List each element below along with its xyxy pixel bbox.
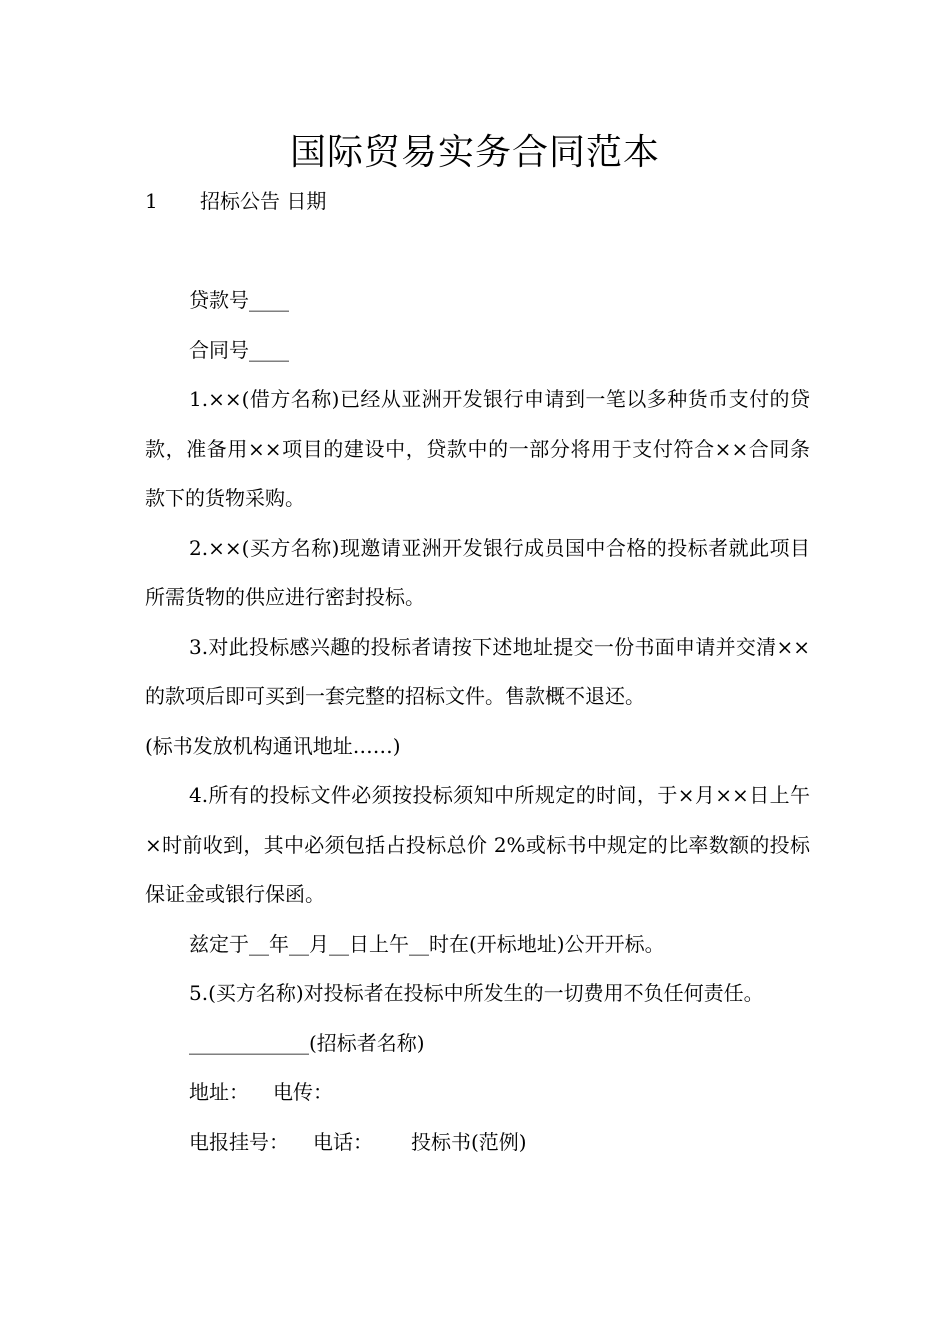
address-label: 地址： <box>189 1080 249 1104</box>
fax-label: 电传： <box>273 1080 333 1104</box>
paragraph-1: 1.××(借方名称)已经从亚洲开发银行申请到一笔以多种货币支付的贷款，准备用××项目的建设中，贷款中的一部分将用于支付符合××合同条款下的货物采购。 <box>145 387 810 510</box>
section-number: 1 <box>145 189 158 213</box>
loan-number-line: 贷款号____ <box>189 288 289 312</box>
section-heading <box>145 186 326 216</box>
paragraph-3-note: (标书发放机构通讯地址……) <box>145 733 401 758</box>
contract-number-line: 合同号____ <box>189 337 289 362</box>
address-line <box>145 1068 810 1118</box>
paragraph-4: 4.所有的投标文件必须按投标须知中所规定的时间，于×月××日上午×时前收到，其中必须包括占投标总价 2%或标书中规定的比率数额的投标保证金或银行保函。 <box>145 783 810 906</box>
cable-label: 电报挂号： <box>189 1129 289 1154</box>
cable-line <box>145 1118 810 1168</box>
document-title: 国际贸易实务合同范本 <box>289 132 660 173</box>
document-body <box>145 276 810 1167</box>
phone-label: 电话： <box>313 1129 373 1154</box>
bid-form-heading: 投标书(范例) <box>411 1129 527 1154</box>
opening-line: 兹定于__年__月__日上午__时在(开标地址)公开开标。 <box>189 931 665 956</box>
section-heading-text: 招标公告 日期 <box>200 189 327 213</box>
paragraph-5: 5.(买方名称)对投标者在投标中所发生的一切费用不负任何责任。 <box>189 981 764 1005</box>
paragraph-2: 2.××(买方名称)现邀请亚洲开发银行成员国中合格的投标者就此项目所需货物的供应进行密封投标。 <box>145 535 810 609</box>
paragraph-3: 3.对此投标感兴趣的投标者请按下述地址提交一份书面申请并交清××的款项后即可买到一套完整的招标文件。售款概不退还。 <box>145 634 810 708</box>
tenderer-name-line: ____________(招标者名称) <box>189 1030 425 1055</box>
